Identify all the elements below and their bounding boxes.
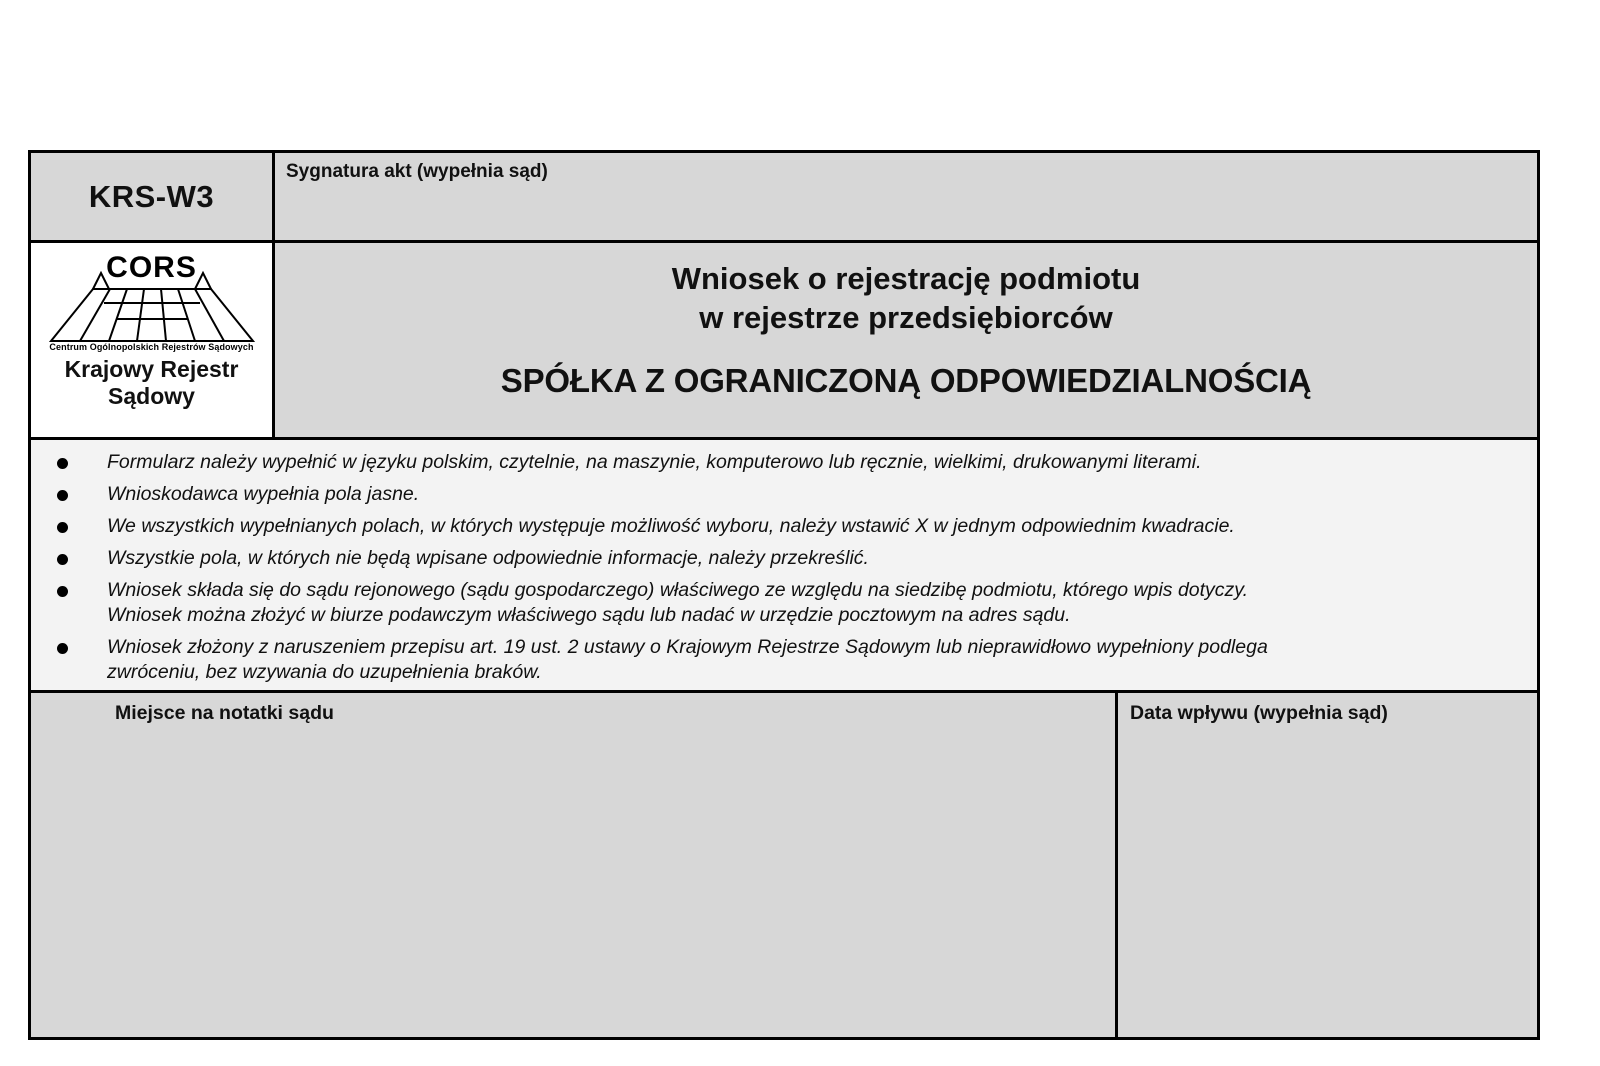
- instruction-text-line1: Wnioskodawca wypełnia pola jasne.: [107, 482, 420, 505]
- instruction-item: [45, 546, 1523, 571]
- case-signature-field[interactable]: [275, 153, 1537, 240]
- registry-name-line1: Krajowy Rejestr: [64, 356, 239, 382]
- instruction-text-line1: Wniosek składa się do sądu rejonowego (sądu gospodarczego) właściwego ze względu na siedzibę podmiotu, którego wpis dotyczy.: [107, 578, 1249, 601]
- form-title-line2: w rejestrze przedsiębiorców: [699, 299, 1113, 335]
- court-notes-field[interactable]: [31, 693, 1118, 1037]
- cors-acronym-label: CORS: [106, 251, 197, 284]
- instruction-item: [45, 514, 1523, 539]
- instruction-text-line2: zwróceniu, bez wzywania do uzupełnienia braków.: [107, 660, 542, 683]
- instruction-item: [45, 450, 1523, 475]
- instruction-item: [45, 578, 1523, 628]
- receipt-date-field[interactable]: [1118, 693, 1537, 1037]
- instruction-text-line1: Wszystkie pola, w których nie będą wpisane odpowiednie informacje, należy przekreślić.: [107, 546, 869, 569]
- form-code-row: [31, 153, 1537, 243]
- receipt-date-label: Data wpływu (wypełnia sąd): [1130, 702, 1388, 724]
- registry-name: [65, 356, 239, 410]
- krs-w3-form-sheet: [28, 150, 1540, 1040]
- form-subject-title: SPÓŁKA Z OGRANICZONĄ ODPOWIEDZIALNOŚCIĄ: [500, 361, 1312, 399]
- court-notes-label: Miejsce na notatki sądu: [115, 702, 334, 724]
- instruction-text-line1: Wniosek złożony z naruszeniem przepisu art. 19 ust. 2 ustawy o Krajowym Rejestrze Sądowym lub nieprawidłowo wypełniony podlega: [107, 635, 1268, 658]
- instruction-text-line1: We wszystkich wypełnianych polach, w których występuje możliwość wyboru, należy wstawić X w jednym odpowiednim kwadracie.: [107, 514, 1235, 537]
- cors-subtitle-label: Centrum Ogólnopolskich Rejestrów Sądowych: [49, 342, 254, 352]
- instruction-item: [45, 482, 1523, 507]
- form-title-cell: [275, 243, 1537, 437]
- instructions-panel: [31, 440, 1537, 693]
- instruction-item: [45, 635, 1523, 685]
- registry-name-line2: Sądowy: [108, 383, 195, 410]
- instruction-text-line2: Wniosek można złożyć w biurze podawczym właściwego sądu lub nadać w urzędzie pocztowym na adres sądu.: [107, 603, 1071, 626]
- instructions-list: [45, 450, 1523, 685]
- case-signature-label: Sygnatura akt (wypełnia sąd): [286, 161, 548, 182]
- form-title-row: [31, 243, 1537, 440]
- cors-logo-icon: [41, 249, 263, 354]
- form-title-line1: Wniosek o rejestrację podmiotu: [671, 261, 1141, 296]
- court-fields-row: [31, 693, 1537, 1037]
- form-code-cell: [31, 153, 275, 240]
- form-code-label: KRS-W3: [88, 178, 215, 214]
- cors-logo-cell: [31, 243, 275, 437]
- instruction-text-line1: Formularz należy wypełnić w języku polskim, czytelnie, na maszynie, komputerowo lub ręcznie, wielkimi, drukowanymi literami.: [107, 451, 1202, 473]
